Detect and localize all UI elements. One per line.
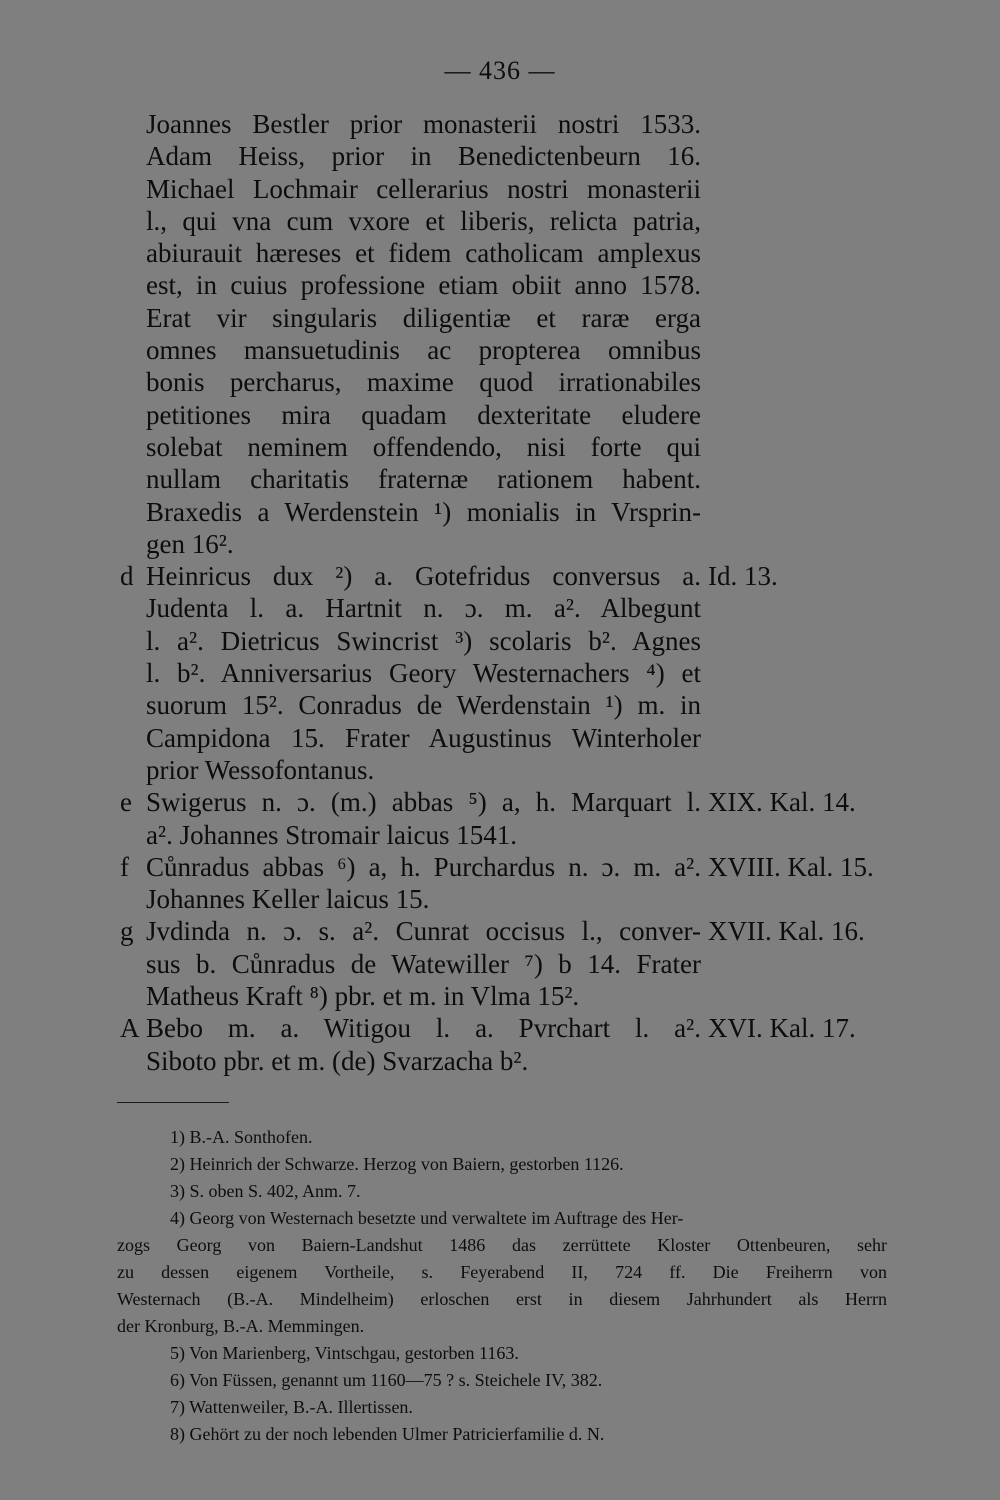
line-text: Michael Lochmair cellerarius nostri monasterii [146,173,701,204]
text-line [0,851,1000,883]
line-text: Cůnradus abbas ⁶) a, h. Purchardus n. ɔ. m. a². [146,851,701,882]
line-text: Judenta l. a. Hartnit n. ɔ. m. a². Albegunt [146,593,701,624]
text-line [0,205,1000,237]
line-text: est, in cuius professione etiam obiit anno 1578. [146,270,701,301]
text-line [0,399,1000,431]
text-line [0,625,1000,657]
text-line [0,496,1000,528]
text-line [0,915,1000,947]
line-text: omnes mansuetudinis ac propterea omnibus [146,335,701,366]
footnote-line [0,1124,1000,1151]
line-text: Joannes Bestler prior monasterii nostri 1533. [146,109,701,139]
footnote-line [0,1151,1000,1178]
line-text: petitiones mira quadam dexteritate eludere [146,399,701,430]
footnote-text: 1) B.-A. Sonthofen. [170,1127,313,1147]
calendar-date: XVIII. Kal. 15. [708,851,874,882]
line-text: Swigerus n. ɔ. (m.) abbas ⁵) a, h. Marquart l. [146,787,701,818]
line-text: gen 16². [146,528,234,559]
text-line [0,334,1000,366]
footnote-separator [117,1102,229,1103]
line-text: nullam charitatis fraternæ rationem habent. [146,464,701,495]
footnote-line [0,1232,1000,1259]
line-text: prior Wessofontanus. [146,754,375,785]
footnote-line [0,1394,1000,1421]
line-text: Johannes Keller laicus 15. [146,884,430,915]
text-line [0,269,1000,301]
line-text: l., qui vna cum vxore et liberis, relicta patria, [146,205,701,236]
footnote-text: 6) Von Füssen, genannt um 1160—75 ? s. Steichele IV, 382. [170,1370,603,1390]
calendar-date: XVI. Kal. 17. [708,1013,856,1044]
text-line [0,528,1000,560]
line-text: Bebo m. a. Witigou l. a. Pvrchart l. a². [146,1013,701,1044]
line-text: Braxedis a Werdenstein ¹) monialis in Vrsprin- [146,496,701,527]
text-line [0,1012,1000,1044]
text-line [0,689,1000,721]
footnote-text: 3) S. oben S. 402, Anm. 7. [170,1181,361,1201]
footnote-text: zogs Georg von Baiern-Landshut 1486 das zerrüttete Kloster Ottenbeuren, sehr [117,1235,887,1255]
footnotes [0,1124,1000,1448]
calendar-date: XVII. Kal. 16. [708,916,865,947]
text-line [0,431,1000,463]
text-line [0,1045,1000,1077]
day-letter: g [120,916,134,947]
line-text: l. a². Dietricus Swincrist ³) scolaris b². Agnes [146,625,701,656]
footnote-line [0,1178,1000,1205]
footnote-text: 8) Gehört zu der noch lebenden Ulmer Patricierfamilie d. N. [170,1424,605,1444]
line-text: sus b. Cůnradus de Watewiller ⁷) b 14. Frater [146,948,701,979]
line-text: bonis percharus, maxime quod irrationabiles [146,367,701,398]
text-line [0,108,1000,140]
text-line [0,657,1000,689]
text-line [0,560,1000,592]
page-number: — 436 — [444,56,556,85]
footnote-line [0,1340,1000,1367]
text-line [0,366,1000,398]
footnote-line [0,1259,1000,1286]
text-line [0,883,1000,915]
day-letter: d [120,561,134,592]
main-text [0,108,1000,1077]
line-text: Adam Heiss, prior in Benedictenbeurn 16. [146,141,701,172]
footnote-text: 7) Wattenweiler, B.-A. Illertissen. [170,1397,413,1417]
text-line [0,980,1000,1012]
calendar-date: XIX. Kal. 14. [708,787,856,818]
footnote-line [0,1286,1000,1313]
text-line [0,173,1000,205]
line-text: l. b². Anniversarius Geory Westernachers ⁴) et [146,658,701,689]
footnote-text: der Kronburg, B.-A. Memmingen. [117,1316,365,1336]
day-letter: e [120,787,132,818]
footnote-text: 5) Von Marienberg, Vintschgau, gestorben 1163. [170,1343,519,1363]
line-text: solebat neminem offendendo, nisi forte qui [146,431,701,462]
text-line [0,819,1000,851]
line-text: a². Johannes Stromair laicus 1541. [146,819,518,850]
text-line [0,140,1000,172]
text-line [0,592,1000,624]
footnote-text: Westernach (B.-A. Mindelheim) erloschen erst in diesem Jahrhundert als Herrn [117,1289,887,1309]
text-line [0,754,1000,786]
text-line [0,302,1000,334]
day-letter: A [120,1013,140,1044]
footnote-line [0,1205,1000,1232]
text-line [0,237,1000,269]
text-line [0,463,1000,495]
footnote-text: zu dessen eigenem Vortheile, s. Feyerabend II, 724 ff. Die Freiherrn von [117,1262,887,1282]
footnote-line [0,1421,1000,1448]
footnote-text: 4) Georg von Westernach besetzte und verwaltete im Auftrage des Her- [170,1208,684,1228]
line-text: Heinricus dux ²) a. Gotefridus conversus a. [146,561,701,592]
line-text: Campidona 15. Frater Augustinus Winterholer [146,722,701,753]
text-line [0,786,1000,818]
line-text: suorum 15². Conradus de Werdenstain ¹) m. in [146,690,701,721]
line-text: abiurauit hæreses et fidem catholicam amplexus [146,238,701,269]
line-text: Jvdinda n. ɔ. s. a². Cunrat occisus l., conver- [146,916,701,947]
footnote-line [0,1313,1000,1340]
text-line [0,722,1000,754]
day-letter: f [120,851,129,882]
footnote-line [0,1367,1000,1394]
text-line [0,948,1000,980]
line-text: Matheus Kraft ⁸) pbr. et m. in Vlma 15². [146,981,580,1012]
line-text: Siboto pbr. et m. (de) Svarzacha b². [146,1045,529,1076]
calendar-date: Id. 13. [708,561,778,592]
line-text: Erat vir singularis diligentiæ et raræ erga [146,302,701,333]
footnote-text: 2) Heinrich der Schwarze. Herzog von Baiern, gestorben 1126. [170,1154,624,1174]
